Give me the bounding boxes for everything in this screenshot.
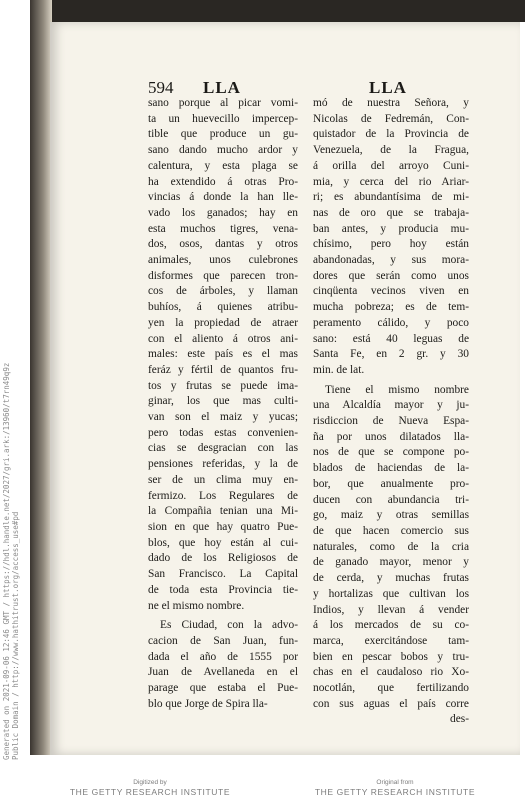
page-number: 594 — [148, 78, 174, 97]
text-line: ha extendido á otras Pro- — [148, 175, 298, 188]
text-line: ban antes, y producia mu- — [313, 222, 469, 235]
text-line: naturales, como de la cria — [313, 540, 469, 553]
text-line: quistador de la Provincia de — [313, 128, 469, 141]
book-spine-shadow — [30, 0, 52, 755]
text-line: sano: está 40 leguas de — [313, 332, 469, 345]
text-line: feráz y fértil de quantos fru- — [148, 363, 298, 376]
text-line: con sus aguas el país corre — [313, 697, 469, 710]
text-line: ri; es abundantísima de mi- — [313, 191, 469, 204]
text-line: Tiene el mismo nombre — [325, 383, 469, 396]
text-line: Santa Fe, en 2 gr. y 30 — [313, 348, 469, 361]
text-line: sano porque al picar vomi- — [148, 97, 298, 109]
text-line: dado de los Religiosos de — [148, 552, 298, 565]
text-line: bien en pescar bobos y tru- — [313, 650, 469, 663]
text-line: yen la propiedad de atraer — [148, 316, 298, 329]
text-line: abandonadas, y sus mora- — [313, 254, 469, 267]
text-line: blados de haciendas de la- — [313, 462, 469, 475]
text-line: dos, osos, dantas y otros — [148, 238, 298, 251]
text-line: mucha pobreza; es de tem- — [313, 301, 469, 314]
text-line: ña por unos dilatados lla- — [313, 430, 469, 443]
book-edge — [30, 0, 525, 22]
text-line: tible que produce un gu- — [148, 128, 298, 141]
text-line: calentura, y esta plaga se — [148, 159, 298, 172]
text-line: de ganado mayor, menor y — [313, 556, 469, 569]
text-line: go, maiz y otras semillas — [313, 509, 469, 522]
text-line: chísimo, pero hoy están — [313, 238, 469, 251]
header-left-title: LLA — [203, 78, 241, 97]
text-line: de que hacen comercio sus — [313, 524, 469, 537]
text-line: vincias á donde la han lle- — [148, 191, 298, 204]
header-right-title: LLA — [369, 78, 407, 97]
text-line: nas de oro que se trabaja- — [313, 206, 469, 219]
text-line: vado los ganados; hay en — [148, 206, 298, 219]
text-line: disformes que parecen tron- — [148, 269, 298, 282]
text-line: Juan de Avellaneda en el — [148, 666, 298, 679]
text-line: con el aliento á otros ani- — [148, 332, 298, 345]
text-line: tos y frutas se puede ima- — [148, 379, 298, 392]
text-line: risdiccion de Nueva Espa- — [313, 415, 469, 428]
text-line: de cerda, y muchas frutas — [313, 572, 469, 585]
text-line: fermizo. Los Regulares de — [148, 489, 298, 502]
text-line: la Compañia tenian una Mi- — [148, 505, 298, 518]
text-line: cos de árboles, y llaman — [148, 285, 298, 298]
text-line: á orilla del arroyo Cuni- — [313, 159, 469, 172]
text-line: animales, unos culebrones — [148, 254, 298, 267]
right-text-column — [313, 96, 469, 728]
text-line: nocotlán, que fertilizando — [313, 682, 469, 695]
text-line: una Alcaldía mayor y ju- — [313, 399, 469, 412]
text-line: bor, que anualmente pro- — [313, 477, 469, 490]
text-line: min. de lat. — [313, 363, 365, 376]
text-line: de toda esta Provincia tie- — [148, 583, 298, 596]
watermark-line-1: Generated on 2021-09-06 12:46 GMT / https://hdl.handle.net/2027/gri.ark:/13960/t7rn49q9z — [2, 362, 11, 760]
text-line: mó de nuestra Señora, y — [313, 97, 469, 109]
text-line: Venezuela, de la Fragua, — [313, 144, 469, 157]
text-line: des- — [450, 713, 469, 726]
text-line: ducen con abundancia tri- — [313, 493, 469, 506]
text-line: pero todas estas convenien- — [148, 426, 298, 439]
text-line: pensiones referidas, y la de — [148, 458, 298, 471]
text-line: van son el maiz y yucas; — [148, 411, 298, 424]
text-line: ta un huevecillo impercep- — [148, 112, 298, 125]
footer-digitized-institution: THE GETTY RESEARCH INSTITUTE — [69, 787, 231, 797]
text-line: blo que Jorge de Spira lla- — [148, 697, 268, 710]
footer-original-from — [295, 778, 495, 798]
left-text-column — [148, 96, 298, 712]
footer-digitized-by — [50, 778, 250, 798]
text-line: blos, que hoy están al cui- — [148, 536, 298, 549]
text-line: cias se desgracian con las — [148, 442, 298, 455]
hathitrust-watermark — [2, 362, 26, 760]
text-line: ginar, los que mas culti- — [148, 395, 298, 408]
footer-original-label: Original from — [376, 779, 414, 786]
text-line: á los mercados de su co- — [313, 619, 469, 632]
text-line: buhíos, á quienes atribu- — [148, 301, 298, 314]
text-line: cinqüenta vecinos viven en — [313, 285, 469, 298]
text-line: Es Ciudad, con la advo- — [160, 619, 298, 632]
text-line: cacion de San Juan, fun- — [148, 634, 298, 647]
text-line: dores que serán como unos — [313, 269, 469, 282]
text-line: San Francisco. La Capital — [148, 568, 298, 581]
watermark-line-2: Public Domain / http://www.hathitrust.org/access_use#pd — [11, 511, 20, 760]
text-line: peramento cálido, y poco — [313, 316, 469, 329]
text-line: ser de un clima muy en- — [148, 473, 298, 486]
text-line: marca, exercitándose tam- — [313, 634, 469, 647]
text-line: ne el mismo nombre. — [148, 599, 245, 612]
text-line: Indios, y llevan á vender — [313, 603, 469, 616]
text-line: males: este país es el mas — [148, 348, 298, 361]
text-line: esta muchos tigres, vena- — [148, 222, 298, 235]
text-line: y hortalizas que cultivan los — [313, 587, 469, 600]
text-line: nos de que se compone po- — [313, 446, 469, 459]
text-line: sion en que hay quatro Pue- — [148, 520, 298, 533]
text-line: parage que estaba el Pue- — [148, 682, 298, 695]
text-line: mia, y cerca del rio Ariar- — [313, 175, 469, 188]
footer-original-institution: THE GETTY RESEARCH INSTITUTE — [314, 787, 476, 797]
footer-digitized-label: Digitized by — [133, 779, 167, 786]
text-line: Nicolas de Fedremán, Con- — [313, 112, 469, 125]
text-line: sano dando mucho ardor y — [148, 144, 298, 157]
text-line: chas en el caudaloso rio Xo- — [313, 666, 469, 679]
text-line: dada el año de 1555 por — [148, 650, 298, 663]
